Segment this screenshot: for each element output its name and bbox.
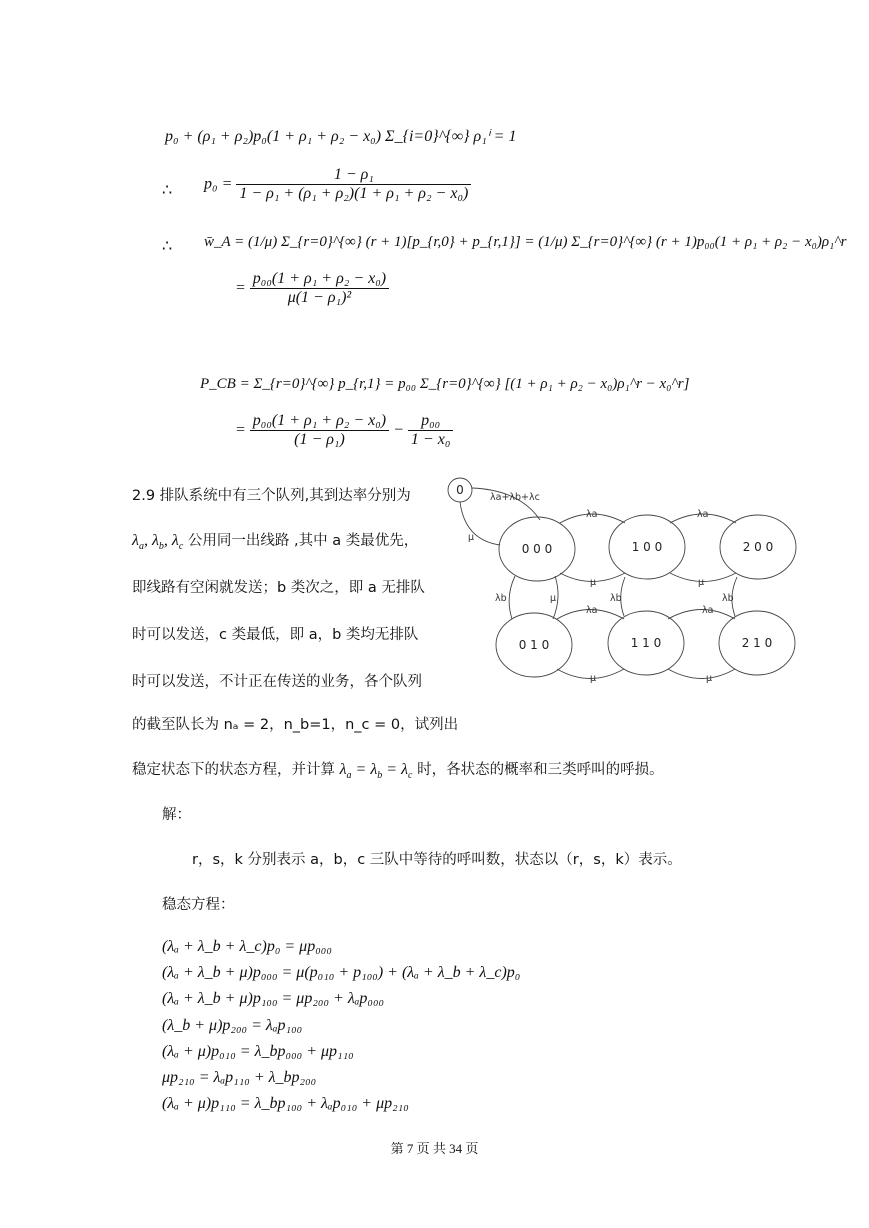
node-110-label: 1 1 0 bbox=[630, 636, 662, 650]
arc-000-010-lb bbox=[509, 576, 515, 619]
equation-pcb-denominator-2: 1 − x₀ bbox=[410, 431, 451, 448]
problem-line-6: 的截至队长为 nₐ = 2，n_b=1，n_c = 0，试列出 bbox=[132, 717, 459, 733]
node-0-circle bbox=[448, 478, 472, 502]
label-lb-000-010: λb bbox=[495, 593, 507, 604]
node-000-ellipse bbox=[499, 517, 575, 581]
lambda-list: $\lambda_a$, $\lambda_b$, $\lambda_c$ bbox=[132, 532, 184, 553]
node-210-ellipse bbox=[719, 611, 795, 675]
steady-eq-3: (λₐ + λ_b + μ)p₁₀₀ = μp₂₀₀ + λₐp₀₀₀ bbox=[162, 990, 385, 1007]
equation-wa-denominator: μ(1 − ρ₁)² bbox=[287, 289, 352, 306]
arc-100-110-lb bbox=[621, 577, 625, 616]
arc-000-to-0 bbox=[460, 502, 500, 545]
equation-wa-numerator: p₀₀(1 + ρ₁ + ρ₂ − x₀) bbox=[250, 270, 389, 289]
label-la-010-110: λa bbox=[586, 605, 598, 616]
problem-line-7 bbox=[132, 758, 664, 781]
steady-eq-6: μp₂₁₀ = λₐp₁₁₀ + λ_bp₂₀₀ bbox=[162, 1069, 317, 1086]
node-010-ellipse bbox=[496, 613, 572, 677]
problem-line-4: 时可以发送，c 类最低，即 a，b 类均无排队 bbox=[132, 627, 419, 643]
arc-210-110-mu bbox=[668, 669, 735, 679]
steady-eq-1: (λₐ + λ_b + λ_c)p₀ = μp₀₀₀ bbox=[162, 938, 332, 955]
label-lb-200-210: λb bbox=[722, 593, 734, 604]
therefore-symbol-1: ∴ bbox=[162, 182, 173, 199]
node-110-ellipse bbox=[608, 611, 684, 675]
label-mu-back-0: μ bbox=[468, 532, 475, 543]
label-arrival-all: λa+λb+λc bbox=[490, 492, 540, 503]
node-010-label: 0 1 0 bbox=[518, 638, 550, 652]
arc-0-to-000 bbox=[472, 488, 540, 520]
label-mu-110-010: μ bbox=[590, 673, 597, 684]
equation-p0-denominator: 1 − ρ₁ + (ρ₁ + ρ₂)(1 + ρ₁ + ρ₂ − x₀) bbox=[239, 185, 469, 202]
node-100-ellipse bbox=[609, 515, 685, 579]
equation-p0 bbox=[204, 166, 471, 203]
therefore-symbol-2: ∴ bbox=[162, 238, 173, 255]
label-mu-200-100: μ bbox=[698, 577, 705, 588]
steady-eq-2: (λₐ + λ_b + μ)p₀₀₀ = μ(p₀₁₀ + p₁₀₀) + (λₐ + λ_b + λ_c)p₀ bbox=[162, 964, 521, 981]
problem-line-7a: 稳定状态下的状态方程，并计算 bbox=[132, 762, 335, 778]
node-200-ellipse bbox=[720, 515, 796, 579]
problem-line-2-text: 公用同一出线路 ,其中 a 类最优先， bbox=[187, 533, 419, 549]
problem-line-2 bbox=[132, 529, 418, 552]
equation-pcb-denominator-1: (1 − ρ₁) bbox=[294, 431, 345, 448]
arc-100-000-mu bbox=[560, 573, 625, 582]
node-000-label: 0 0 0 bbox=[521, 542, 553, 556]
equation-pcb-numerator-1: p₀₀(1 + ρ₁ + ρ₂ − x₀) bbox=[250, 412, 389, 431]
node-100-label: 1 0 0 bbox=[631, 540, 663, 554]
equation-p0-lhs: p₀ = bbox=[204, 175, 233, 193]
steady-eq-4: (λ_b + μ)p₂₀₀ = λₐp₁₀₀ bbox=[162, 1017, 303, 1034]
label-la-000-100: λa bbox=[586, 509, 598, 520]
node-200-label: 2 0 0 bbox=[742, 540, 774, 554]
equation-pcb-numerator-2: p₀₀ bbox=[408, 412, 453, 431]
page-footer: 第 7 页 共 34 页 bbox=[390, 1141, 479, 1156]
problem-line-5: 时可以发送，不计正在传送的业务，各个队列 bbox=[132, 674, 422, 690]
equation-p0-sum: p₀ + (ρ₁ + ρ₂)p₀(1 + ρ₁ + ρ₂ − x₀) Σ_{i=0}^{∞} ρ₁ⁱ = 1 bbox=[165, 128, 517, 145]
arc-200-100-mu bbox=[670, 573, 736, 582]
steady-eq-5: (λₐ + μ)p₀₁₀ = λ_bp₀₀₀ + μp₁₁₀ bbox=[162, 1043, 354, 1060]
steady-eq-7: (λₐ + μ)p₁₁₀ = λ_bp₁₀₀ + λₐp₀₁₀ + μp₂₁₀ bbox=[162, 1095, 409, 1112]
problem-line-7b: 时，各状态的概率和三类呼叫的呼损。 bbox=[417, 762, 664, 778]
problem-line-1: 2.9 排队系统中有三个队列,其到达率分别为 bbox=[132, 488, 411, 504]
arc-110-210-la bbox=[668, 610, 735, 620]
equation-wa-fraction bbox=[250, 270, 389, 307]
arc-200-210-lb bbox=[732, 577, 737, 616]
problem-line-3: 即线路有空闲就发送；b 类次之，即 a 无排队 bbox=[132, 580, 425, 596]
arc-110-010-mu bbox=[557, 669, 624, 679]
label-la-100-200: λa bbox=[697, 509, 709, 520]
arc-010-000-mu bbox=[553, 576, 558, 619]
equation-pcb-result: = $\frac{\text{p₀₀(1 + ρ₁ + ρ₂ − x₀)}}{\text{(1 − ρ₁)}}$ − $\frac{\text{p₀₀}}{\text{1 − x₀}}$ bbox=[235, 412, 453, 449]
label-mu-210-110: μ bbox=[706, 673, 713, 684]
equation-wa: w̄_A = (1/μ) Σ_{r=0}^{∞} (r + 1)[p_{r,0} + p_{r,1}] = (1/μ) Σ_{r=0}^{∞} (r + 1)p₀₀(1 + ρ₁ + ρ₂ − x₀)ρ₁^r bbox=[204, 234, 847, 250]
equation-pcb: P_CB = Σ_{r=0}^{∞} p_{r,1} = p₀₀ Σ_{r=0}^{∞} [(1 + ρ₁ + ρ₂ − x₀)ρ₁^r − x₀^r] bbox=[200, 376, 690, 392]
label-mu-010-000: μ bbox=[550, 593, 557, 604]
equation-pcb-fraction-1 bbox=[250, 412, 389, 449]
equation-wa-result: = $\frac{\text{p₀₀(1 + ρ₁ + ρ₂ − x₀)}}{\text{μ(1 − ρ₁)²}}$ bbox=[235, 270, 389, 307]
arc-100-200-la bbox=[670, 514, 736, 523]
arc-000-100-la bbox=[560, 514, 625, 523]
equation-p0-fraction bbox=[236, 166, 471, 203]
equation-pcb-fraction-2 bbox=[408, 412, 453, 449]
label-mu-100-000: μ bbox=[590, 577, 597, 588]
solution-heading: 解： bbox=[162, 807, 191, 823]
lambda-equal: $\lambda_a = \lambda_b = \lambda_c$ bbox=[339, 761, 413, 782]
label-la-110-210: λa bbox=[702, 605, 714, 616]
node-0-label: 0 bbox=[456, 483, 464, 497]
label-lb-100-110: λb bbox=[610, 593, 622, 604]
arc-010-110-la bbox=[557, 610, 624, 620]
solution-description: r，s，k 分别表示 a，b，c 三队中等待的呼叫数，状态以（r，s，k）表示。 bbox=[192, 852, 682, 868]
equation-p0-numerator: 1 − ρ₁ bbox=[236, 166, 471, 185]
steady-state-heading: 稳态方程： bbox=[162, 897, 235, 913]
node-210-label: 2 1 0 bbox=[741, 636, 773, 650]
